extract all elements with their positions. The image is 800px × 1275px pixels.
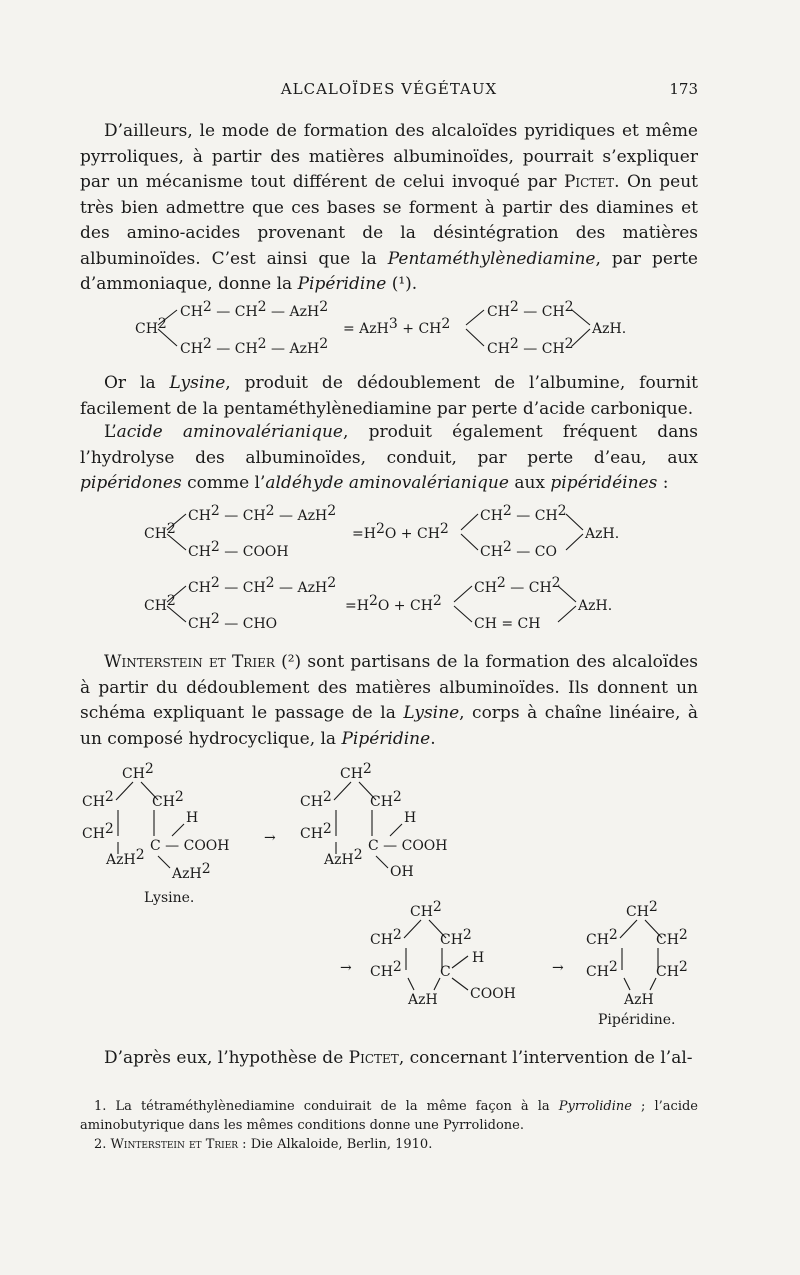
formula-piperideine xyxy=(80,574,720,638)
structure-piperidine xyxy=(586,899,688,1028)
p3-text-d: aux xyxy=(508,473,551,493)
p5-text-b: , concernant l’intervention de l’al- xyxy=(398,1048,693,1068)
arrow-2: → xyxy=(340,960,352,976)
svg-text:CH2 — CH2 — AzH2: CH2 — CH2 — AzH2 xyxy=(180,336,329,357)
p2-text-b: , produit de dédoublement de l’albumine, fournit facilement de la pentaméthylènediamine par perte d’acide carbonique. xyxy=(80,373,698,419)
footnotes xyxy=(80,1097,698,1154)
svg-text:CH2: CH2 xyxy=(370,959,402,980)
arrow-3: → xyxy=(552,960,564,976)
footnote-2 xyxy=(80,1135,698,1154)
svg-text:CH2: CH2 xyxy=(300,789,332,810)
svg-text:CH2 — CH2 — AzH2: CH2 — CH2 — AzH2 xyxy=(180,299,329,320)
formula-pentamethylenediamine xyxy=(80,296,720,360)
p3-text-b: , produit également fréquent dans l’hydrolyse des albuminoïdes, conduit, par perte d’eau, aux xyxy=(80,422,698,468)
fn1-text-a: 1. La tétraméthylènediamine conduirait de la même façon à la xyxy=(94,1099,559,1114)
svg-text:CH = CH: CH = CH xyxy=(474,616,541,632)
svg-text:CH2: CH2 xyxy=(144,521,176,542)
svg-text:CH2: CH2 xyxy=(656,959,688,980)
term-piperideines: pipéridéines xyxy=(550,473,658,493)
svg-text:OH: OH xyxy=(390,864,414,880)
svg-text:=H2O + CH2: =H2O + CH2 xyxy=(345,593,442,614)
structure-lysine xyxy=(82,761,230,906)
fn2-text-b: : Die Alkaloide, Berlin, 1910. xyxy=(238,1137,433,1152)
author-pictet: Pictet xyxy=(563,172,615,192)
svg-text:AzH.: AzH. xyxy=(592,321,627,337)
fn1-text-b: ; l’acide aminobutyrique dans les mêmes conditions donne une Pyrrolidone. xyxy=(80,1099,698,1133)
svg-text:CH2: CH2 xyxy=(82,821,114,842)
page-header xyxy=(80,78,698,102)
formula-piperidone xyxy=(80,500,720,564)
svg-text:CH2: CH2 xyxy=(410,899,442,920)
p3-text-e: : xyxy=(657,473,669,493)
p4-text-b: , corps à chaîne linéaire, à un composé hydrocyclique, la xyxy=(80,703,699,749)
svg-text:CH2: CH2 xyxy=(122,761,154,782)
reaction-scheme xyxy=(78,760,718,1032)
author-pictet-2: Pictet xyxy=(348,1048,399,1068)
authors-winterstein-trier: Winterstein et Trier xyxy=(104,652,275,672)
svg-text:CH2: CH2 xyxy=(656,927,688,948)
svg-text:CH2: CH2 xyxy=(370,927,402,948)
term-pentamethylenediamine: Pentaméthylènediamine xyxy=(387,248,596,269)
svg-text:AzH: AzH xyxy=(408,992,438,1008)
paragraph-intro xyxy=(80,119,698,298)
p3-text-c: comme l’ xyxy=(181,473,266,493)
svg-text:CH2: CH2 xyxy=(586,927,618,948)
svg-text:AzH2: AzH2 xyxy=(106,847,145,868)
svg-text:CH2: CH2 xyxy=(370,789,402,810)
p1-text-c: , par perte d’ammoniaque, donne la xyxy=(80,248,698,294)
svg-text:CH2: CH2 xyxy=(82,789,114,810)
p1-text-b: . On peut très bien admettre que ces bases se forment à partir des diamines et des amino-acides provenant de la désintégration des matières albuminoïdes. C’est ainsi que la xyxy=(80,172,698,269)
svg-text:C — COOH: C — COOH xyxy=(368,838,448,854)
paragraph-pictet-hypothesis xyxy=(80,1046,698,1072)
paragraph-lysine xyxy=(80,371,698,422)
term-aldehyde-aminovalerianique: aldéhyde aminovalérianique xyxy=(265,473,509,493)
term-lysine-2: Lysine xyxy=(403,703,460,723)
term-acide-aminovalerianique: acide aminovalérianique xyxy=(116,422,343,442)
arrow-1: → xyxy=(264,830,276,846)
structure-intermediate-2 xyxy=(370,899,516,1008)
fn2-text-a: 2. xyxy=(94,1137,111,1152)
footnote-1 xyxy=(80,1097,698,1135)
svg-text:CH2: CH2 xyxy=(135,316,167,337)
svg-text:H: H xyxy=(186,810,199,826)
running-title: ALCALOÏDES VÉGÉTAUX xyxy=(280,80,498,98)
svg-text:CH2 — CH2: CH2 — CH2 xyxy=(480,503,567,524)
term-piperidine: Pipéridine xyxy=(297,274,387,294)
p1-text-d: (¹). xyxy=(386,274,418,294)
svg-text:C: C xyxy=(440,964,451,980)
paragraph-aminovalerianic xyxy=(80,420,698,497)
svg-text:CH2: CH2 xyxy=(340,761,372,782)
svg-text:CH2 — CH2: CH2 — CH2 xyxy=(487,336,574,357)
p3-text-a: L’ xyxy=(104,422,117,442)
svg-text:CH2 — CO: CH2 — CO xyxy=(480,539,557,560)
svg-text:CH2 — CH2 — AzH2: CH2 — CH2 — AzH2 xyxy=(188,503,337,524)
svg-text:CH2: CH2 xyxy=(144,593,176,614)
svg-text:CH2 — CH2: CH2 — CH2 xyxy=(474,575,561,596)
p4-text-c: . xyxy=(430,728,436,749)
svg-text:CH2: CH2 xyxy=(626,899,658,920)
svg-text:AzH2: AzH2 xyxy=(324,847,363,868)
svg-text:CH2: CH2 xyxy=(440,927,472,948)
svg-text:CH2 — CH2: CH2 — CH2 xyxy=(487,299,574,320)
svg-text:C — COOH: C — COOH xyxy=(150,838,230,854)
svg-text:AzH.: AzH. xyxy=(578,598,613,614)
svg-text:AzH: AzH xyxy=(624,992,654,1008)
p5-text-a: D’après eux, l’hypothèse de xyxy=(104,1048,349,1068)
svg-text:CH2: CH2 xyxy=(586,959,618,980)
label-lysine: Lysine. xyxy=(144,890,195,906)
svg-text:CH2: CH2 xyxy=(152,789,184,810)
paragraph-winterstein xyxy=(80,650,698,752)
svg-text:AzH.: AzH. xyxy=(585,526,620,542)
label-piperidine: Pipéridine. xyxy=(598,1012,676,1028)
svg-text:CH2: CH2 xyxy=(300,821,332,842)
fn1-term-pyrrolidine: Pyrrolidine xyxy=(558,1099,632,1114)
svg-text:= AzH3 + CH2: = AzH3 + CH2 xyxy=(343,316,451,337)
p2-text-a: Or la xyxy=(104,373,170,393)
svg-text:CH2 — CH2 — AzH2: CH2 — CH2 — AzH2 xyxy=(188,575,337,596)
svg-text:H: H xyxy=(472,950,485,966)
structure-intermediate-1 xyxy=(300,761,448,880)
term-piperidones: pipéridones xyxy=(80,473,182,493)
p4-text-a: (²) sont partisans de la formation des alcaloïdes à partir du dédoublement des matières albuminoïdes. Ils donnent un schéma expliquant le passage de la xyxy=(80,652,699,723)
svg-text:AzH2: AzH2 xyxy=(172,861,211,882)
svg-text:CH2 — COOH: CH2 — COOH xyxy=(188,539,289,560)
svg-text:COOH: COOH xyxy=(470,986,516,1002)
term-piperidine-2: Pipéridine xyxy=(341,728,431,749)
page-number: 173 xyxy=(669,80,698,98)
svg-text:CH2 — CHO: CH2 — CHO xyxy=(188,611,278,632)
svg-text:H: H xyxy=(404,810,417,826)
term-lysine: Lysine xyxy=(169,373,226,393)
svg-text:=H2O + CH2: =H2O + CH2 xyxy=(352,521,449,542)
fn2-authors: Winterstein et Trier xyxy=(110,1137,239,1152)
p1-text-a: D’ailleurs, le mode de formation des alcaloïdes pyridiques et même pyrroliques, à partir des matières albuminoïdes, pourrait s’expliquer par un mécanisme tout différent de celui invoqué par xyxy=(80,121,698,192)
